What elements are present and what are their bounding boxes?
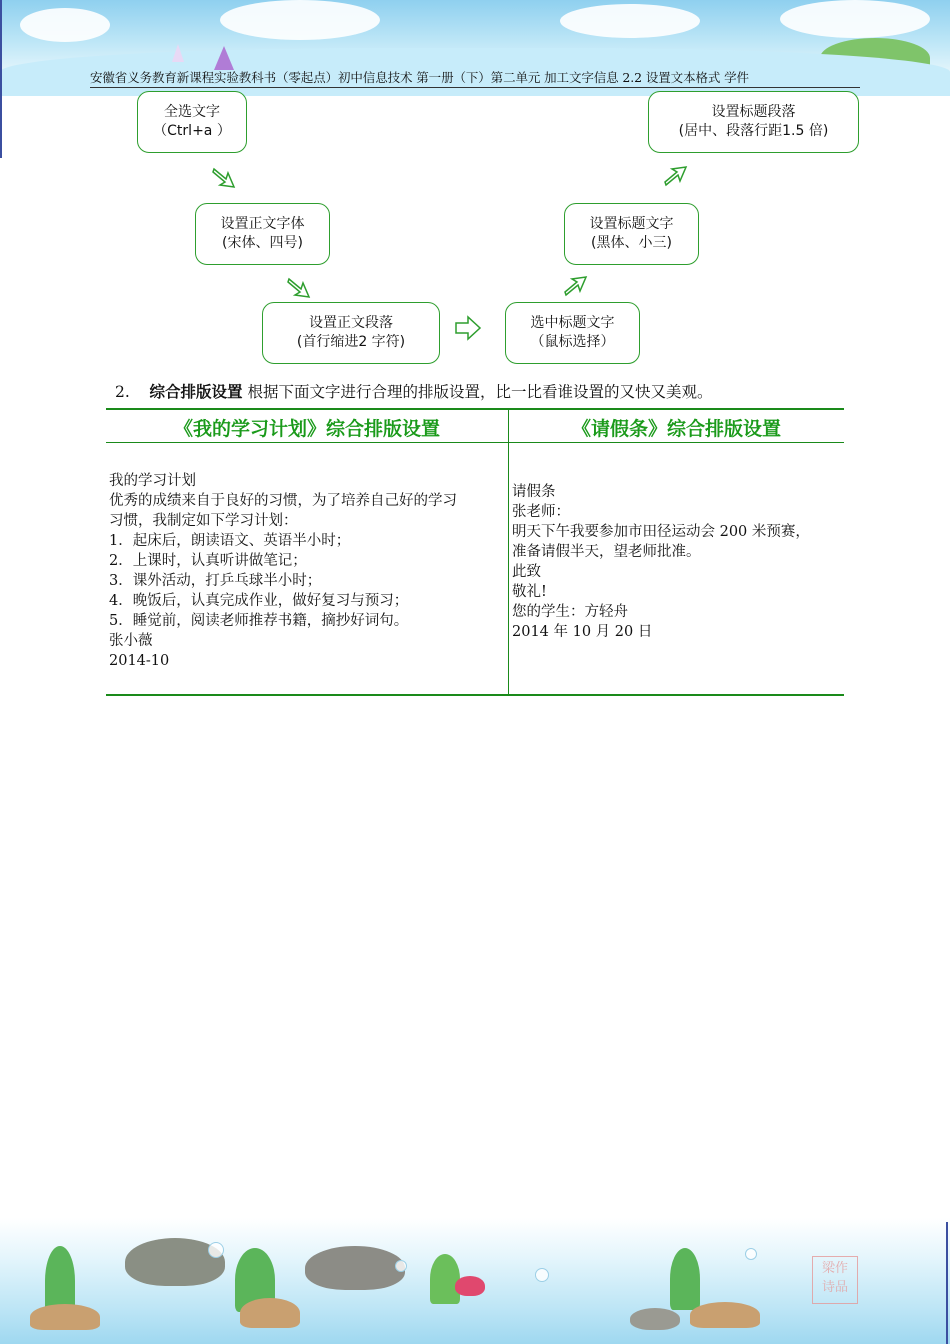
text-line: 我的学习计划 [109, 473, 196, 489]
flow-step-label: 设置标题段落 [711, 104, 796, 120]
arrow-down-right-icon [285, 273, 315, 301]
section-title: 综合排版设置 [149, 383, 243, 401]
section-instruction: 根据下面文字进行合理的排版设置，比一比看谁设置的又快又美观。 [247, 383, 713, 401]
table-column-divider [508, 410, 509, 694]
flow-step-detail: (黑体、小三) [591, 235, 672, 251]
flow-step-select-title [505, 302, 640, 364]
flow-step-detail: （Ctrl+a ） [153, 123, 231, 139]
text-line: 优秀的成绩来自于良好的习惯，为了培养自己好的学习 [109, 493, 457, 509]
artist-seal [812, 1256, 858, 1304]
text-line: 张小薇 [109, 633, 153, 649]
flow-step-label: 设置正文字体 [220, 216, 305, 232]
text-line: 习惯，我制定如下学习计划： [109, 513, 298, 529]
seal-text: 梁作诗品 [821, 1261, 848, 1295]
flow-step-detail: (首行缩进2 字符) [296, 334, 406, 350]
study-plan-text [109, 471, 507, 671]
text-line: 2014 年 10 月 20 日 [512, 624, 653, 640]
header-rule [90, 87, 860, 88]
flow-step-body-paragraph [262, 302, 440, 364]
text-line: 1．起床后，朗读语文、英语半小时； [109, 533, 351, 549]
arrow-right-icon [453, 314, 483, 342]
text-line: 明天下午我要参加市田径运动会 200 米预赛， [512, 524, 810, 540]
text-line: 敬礼! [512, 584, 547, 600]
flow-step-label: 全选文字 [164, 104, 220, 120]
text-line: 您的学生：方轻舟 [512, 604, 628, 620]
flow-step-detail: （鼠标选择） [530, 334, 615, 350]
text-line: 3．课外活动，打乒乓球半小时； [109, 573, 322, 589]
text-line: 5．睡觉前，阅读老师推荐书籍，摘抄好词句。 [109, 613, 409, 629]
table-header-rule [106, 442, 844, 443]
text-line: 2014-10 [109, 653, 170, 669]
sailboat-icon [214, 46, 234, 70]
table-header-leave-note: 《请假条》综合排版设置 [571, 418, 781, 440]
arrow-down-right-icon [210, 163, 240, 191]
text-line: 准备请假半天，望老师批准。 [512, 544, 701, 560]
arrow-up-right-icon [662, 163, 692, 191]
table-header-study-plan: 《我的学习计划》综合排版设置 [173, 418, 440, 440]
flow-step-label: 设置标题文字 [589, 216, 674, 232]
flow-step-label: 设置正文段落 [309, 315, 393, 331]
flow-step-select-all [137, 91, 247, 153]
text-line: 请假条 [512, 484, 556, 500]
text-line: 张老师： [512, 504, 570, 520]
flow-step-title-font [564, 203, 699, 265]
page-header: 安徽省义务教育新课程实验教科书（零起点）初中信息技术 第一册（下）第二单元 加工文字信息 2.2 设置文本格式 学件 [90, 70, 749, 85]
sailboat-icon [172, 44, 184, 62]
section-heading [115, 380, 712, 402]
text-line: 2．上课时，认真听讲做笔记； [109, 553, 307, 569]
text-line: 4．晚饭后，认真完成作业，做好复习与预习； [109, 593, 409, 609]
bottom-banner-decoration [0, 1218, 950, 1344]
flow-step-detail: (宋体、四号) [222, 235, 303, 251]
left-border-line [0, 0, 2, 158]
arrow-up-right-icon [562, 273, 592, 301]
flow-step-title-paragraph [648, 91, 859, 153]
flow-step-label: 选中标题文字 [530, 315, 615, 331]
table-top-rule [106, 408, 844, 410]
table-bottom-rule [106, 694, 844, 696]
right-border-line [946, 1222, 948, 1344]
flow-step-body-font [195, 203, 330, 265]
leave-note-text [512, 482, 842, 642]
text-line: 此致 [512, 564, 541, 580]
flow-step-detail: (居中、段落行距1.5 倍) [678, 123, 829, 139]
section-number: 2. [115, 383, 130, 401]
